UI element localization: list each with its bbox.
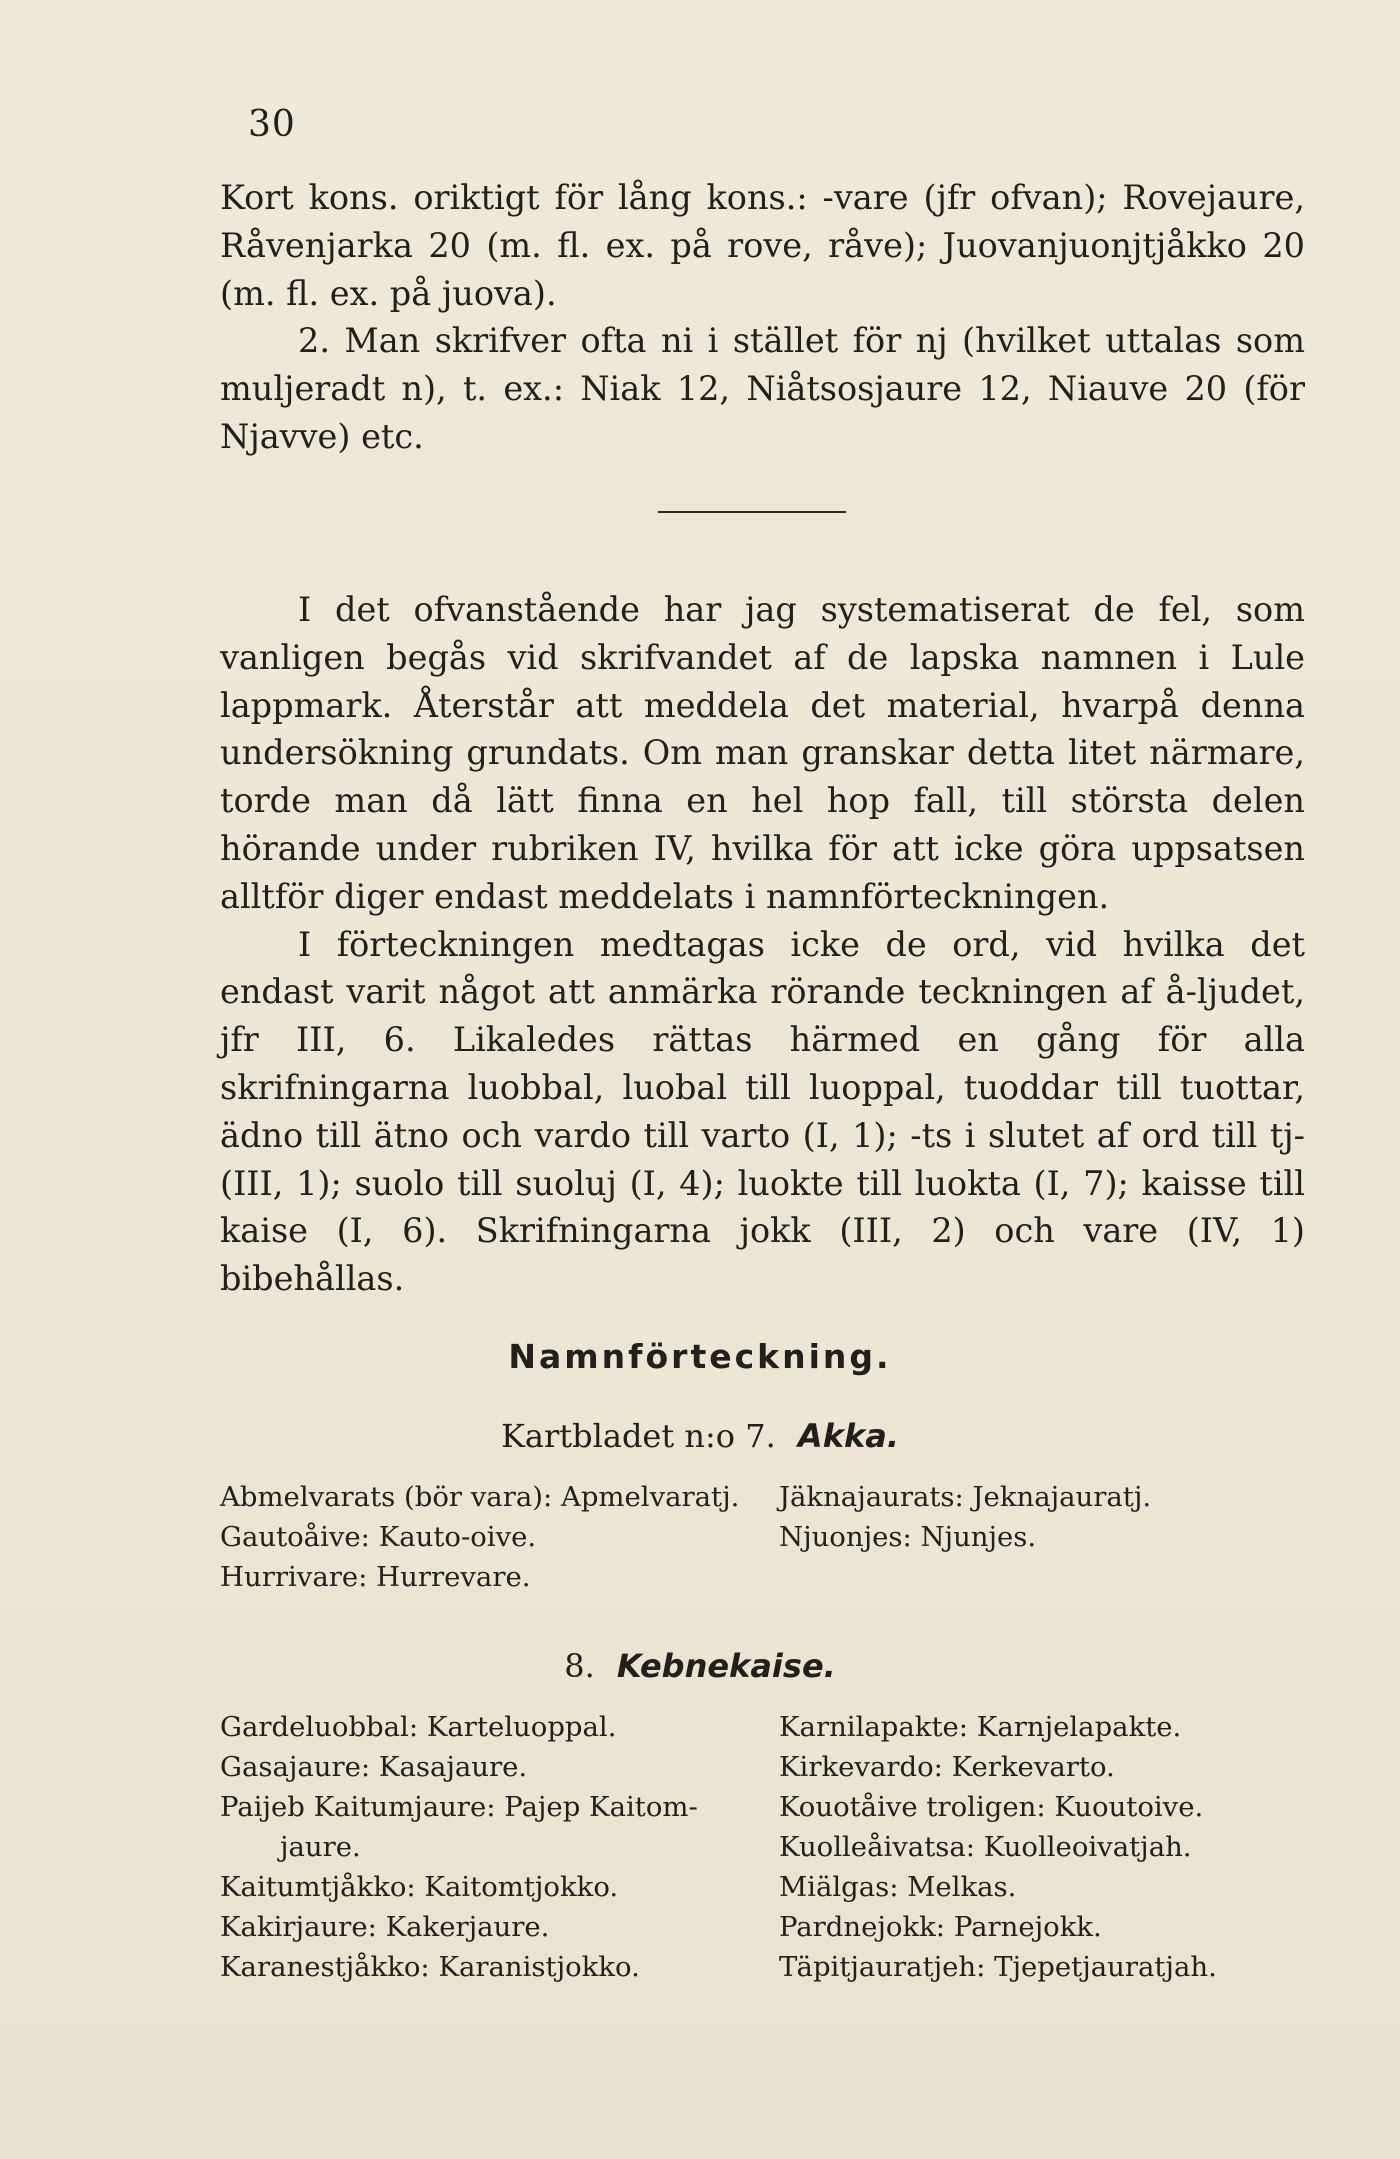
index-heading: Namnförteckning. xyxy=(508,1337,892,1376)
list-item: Jäknajaurats: Jeknajauratj. xyxy=(779,1481,1152,1513)
list-item: Gasajaure: Kasajaure. xyxy=(220,1751,528,1783)
map-sheet-kebnekaise xyxy=(0,1647,1400,1685)
map-sheet-title: Kebnekaise. xyxy=(616,1647,836,1685)
list-item-continuation: jaure. xyxy=(280,1831,361,1863)
akka-list-right xyxy=(779,1477,1299,1557)
list-item: Täpitjauratjeh: Tjepetjauratjah. xyxy=(779,1951,1217,1983)
list-item: Gautoåive: Kauto-oive. xyxy=(220,1521,537,1553)
paragraph-systematized: I det ofvanstående har jag systematiserat de fel, som vanligen begås vid skrifvandet af de lapska namnen i Lule lappmark. Återstår att meddela det material, hvarpå denna undersökning grundats. Om man granskar detta litet närmare, torde man då lätt finna en hel hop fall, till största delen hörande under rubriken IV, hvilka för att icke göra uppsatsen alltför diger endast meddelats i namnförteckningen. xyxy=(220,590,1305,916)
list-item: Pardnejokk: Parnejokk. xyxy=(779,1911,1102,1943)
list-item: Miälgas: Melkas. xyxy=(779,1871,1017,1903)
map-sheet-title: Akka. xyxy=(797,1417,899,1455)
page-number: 30 xyxy=(248,104,296,145)
paragraph-ni-nj: 2. Man skrifver ofta ni i stället för nj (hvilket uttalas som muljeradt n), t. ex.: Niak 12, Niåtsosjaure 12, Niauve 20 (för Njavve) etc. xyxy=(220,321,1305,456)
section-divider xyxy=(658,511,846,513)
kebnekaise-list-left xyxy=(220,1707,740,1987)
paragraph-index-notes: I förteckningen medtagas icke de ord, vid hvilka det endast varit något att anmärka rörande teckningen af å-ljudet, jfr III, 6. Likaledes rättas härmed en gång för alla skrifningarna luobbal, luobal till luoppal, tuoddar till tuottar, ädno till ätno och vardo till varto (I, 1); -ts i slutet af ord till tj- (III, 1); suolo till suoluj (I, 4); luokte till luokta (I, 7); kaisse till kaise (I, 6). Skrifningarna jokk (III, 2) och vare (IV, 1) bibehållas. xyxy=(220,924,1305,1299)
list-item: Abmelvarats (bör vara): Apmelvaratj. xyxy=(220,1481,740,1513)
list-item: Njuonjes: Njunjes. xyxy=(779,1521,1037,1553)
list-item: Kouotåive troligen: Kuoutoive. xyxy=(779,1791,1204,1823)
map-sheet-label: Kartbladet n:o 7. xyxy=(501,1417,776,1455)
list-item: Karanestjåkko: Karanistjokko. xyxy=(220,1951,640,1983)
map-sheet-label: 8. xyxy=(564,1647,595,1685)
paragraph-short-consonant: Kort kons. oriktigt för lång kons.: -vare (jfr ofvan); Rovejaure, Råvenjarka 20 (m. fl. ex. på rove, råve); Juovanjuonjtjåkko 20 (m. fl. ex. på juova). xyxy=(220,178,1305,313)
text-block-top xyxy=(220,174,1305,461)
list-item: Karnilapakte: Karnjelapakte. xyxy=(779,1711,1182,1743)
list-item: Kuolleåivatsa: Kuolleoivatjah. xyxy=(779,1831,1192,1863)
akka-list-left xyxy=(220,1477,780,1597)
kebnekaise-list-right xyxy=(779,1707,1299,1987)
list-item: Kirkevardo: Kerkevarto. xyxy=(779,1751,1115,1783)
list-item: Gardeluobbal: Karteluoppal. xyxy=(220,1711,617,1743)
list-item: Kakirjaure: Kakerjaure. xyxy=(220,1911,550,1943)
list-item: Paijeb Kaitumjaure: Pajep Kaitom- xyxy=(220,1791,698,1823)
list-item: Hurrivare: Hurrevare. xyxy=(220,1561,531,1593)
map-sheet-akka xyxy=(0,1417,1400,1455)
text-block-main xyxy=(220,586,1305,1303)
list-item: Kaitumtjåkko: Kaitomtjokko. xyxy=(220,1871,619,1903)
